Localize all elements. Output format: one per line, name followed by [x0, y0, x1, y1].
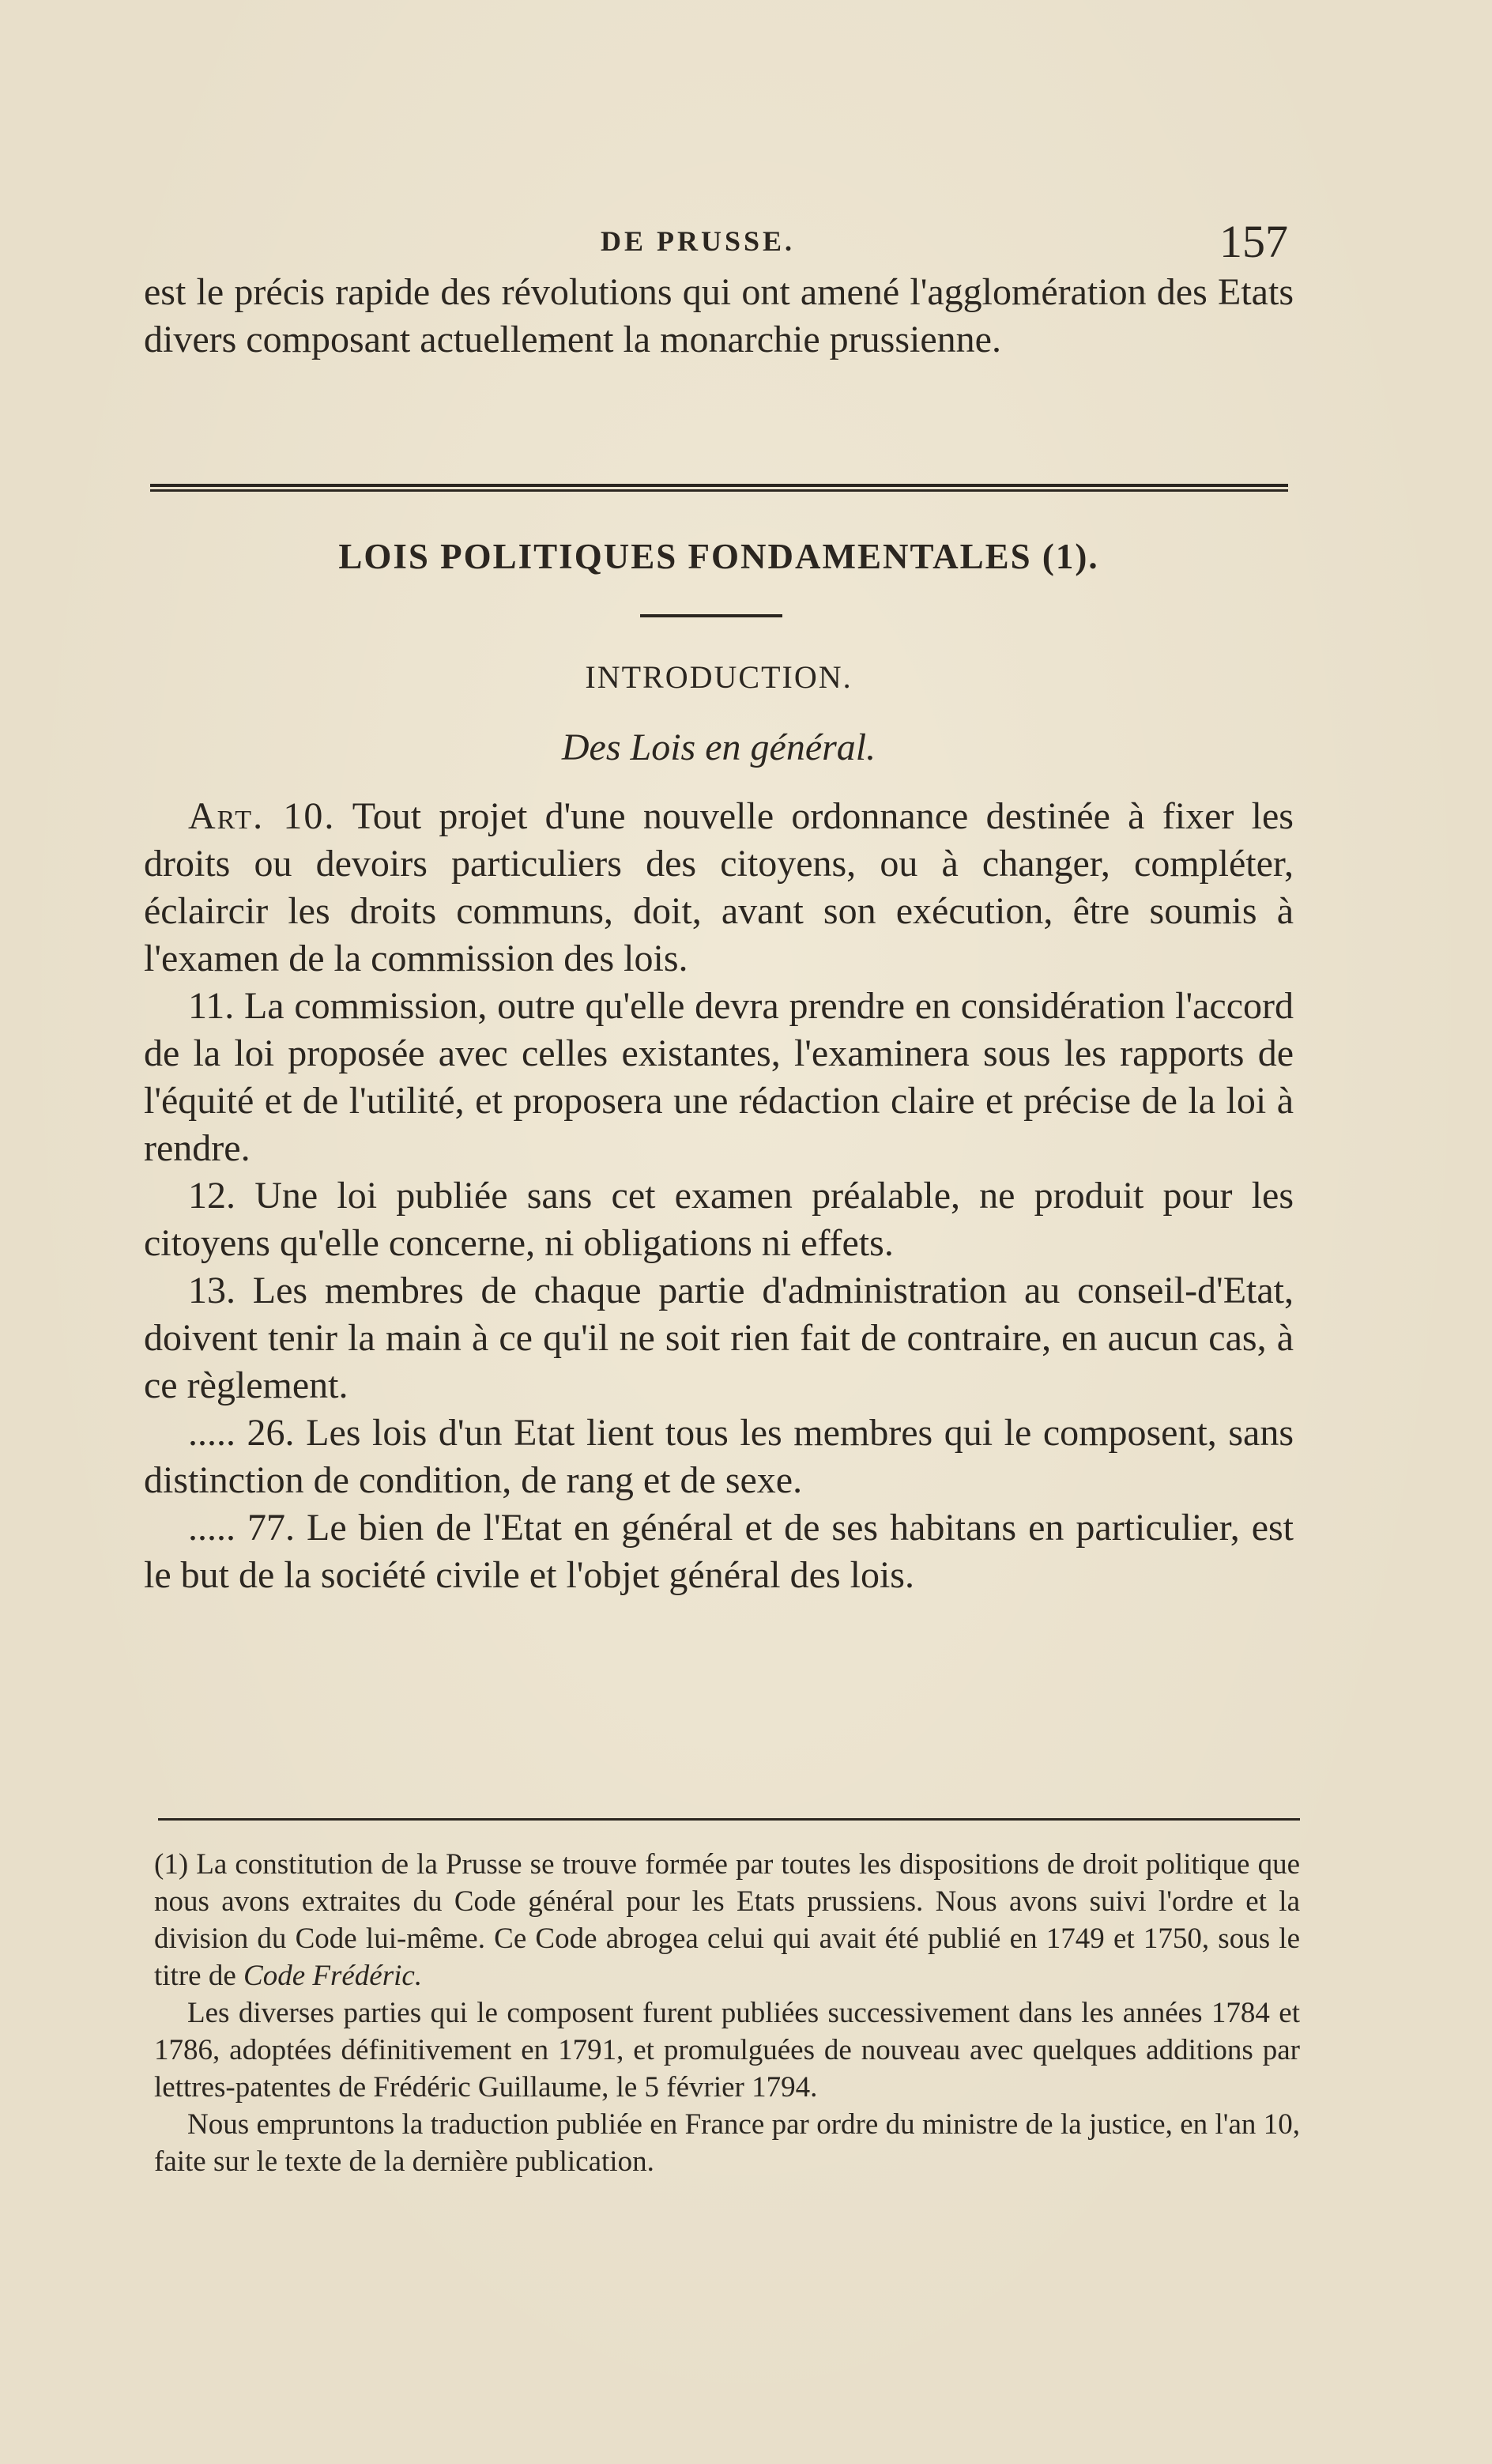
- article-paragraph: [144, 793, 1294, 983]
- article-text: Tout projet d'une nouvelle ordonnance destinée à fixer les droits ou devoirs particuliers des citoyens, ou à changer, compléter, éclaircir les droits communs, doit, avant son exécution, être soumis à l'examen de la commission des lois.: [144, 795, 1294, 979]
- footnote-2: Les diverses parties qui le composent furent publiées successivement dans les années 1784 et 1786, adoptées définitivement en 1791, et promulguées de nouveau avec quelques additions par lettres-patentes de Frédéric Guillaume, le 5 février 1794.: [154, 1997, 1300, 2104]
- subheading-italic: Des Lois en général.: [561, 726, 876, 768]
- page-number: 157: [1219, 216, 1288, 267]
- footnote-1-text: (1) La constitution de la Prusse se trouve formée par toutes les dispositions de droit politique que nous avons extraites du Code général pour les Etats prussiens. Nous avons suivi l'ordre et la division du Code lui-même. Ce Code abrogea celui qui avait été publié en 1749 et 1750, sous le titre de: [154, 1848, 1300, 1992]
- article-paragraph: [144, 1172, 1294, 1267]
- article-number: 12.: [188, 1175, 235, 1217]
- articles-body: [144, 793, 1294, 1599]
- running-head: DE PRUSSE.: [601, 225, 796, 257]
- double-rule-divider: [150, 484, 1288, 492]
- short-rule-divider: [640, 614, 782, 617]
- article-paragraph: [144, 983, 1294, 1172]
- page-header: [142, 216, 1288, 275]
- intro-text: est le précis rapide des révolutions qui ont amené l'agglomération des Etats divers composant actuellement la monarchie prussienne.: [144, 271, 1294, 360]
- intro-paragraph: [144, 269, 1294, 364]
- article-text: Les membres de chaque partie d'administration au conseil-d'Etat, doivent tenir la main à ce qu'il ne soit rien fait de contraire, en aucun cas, à ce règlement.: [144, 1270, 1294, 1406]
- article-text: Une loi publiée sans cet examen préalable, ne produit pour les citoyens qu'elle concerne, ni obligations ni effets.: [144, 1175, 1294, 1264]
- footnotes: [154, 1846, 1300, 2180]
- footnote-1-italic: Code Frédéric.: [243, 1960, 423, 1992]
- article-number: 11.: [188, 985, 235, 1027]
- section-title: LOIS POLITIQUES FONDAMENTALES (1).: [338, 537, 1099, 576]
- article-paragraph: [144, 1504, 1294, 1599]
- article-number: Art. 10.: [188, 795, 336, 837]
- footnote-rule: [158, 1818, 1300, 1821]
- article-number: 13.: [188, 1270, 235, 1311]
- article-text: Le bien de l'Etat en général et de ses habitans en particulier, est le but de la société civile et l'objet général des lois.: [144, 1507, 1294, 1596]
- footnote-1: [154, 1846, 1300, 1994]
- article-text: Les lois d'un Etat lient tous les membres qui le composent, sans distinction de condition, de rang et de sexe.: [144, 1412, 1294, 1501]
- article-text: La commission, outre qu'elle devra prendre en considération l'accord de la loi proposée avec celles existantes, l'examinera sous les rapports de l'équité et de l'utilité, et proposera une rédaction claire et précise de la loi à rendre.: [144, 985, 1294, 1169]
- footnote-3: Nous empruntons la traduction publiée en France par ordre du ministre de la justice, en l'an 10, faite sur le texte de la dernière publication.: [154, 2108, 1300, 2178]
- article-number: ..... 26.: [188, 1412, 295, 1454]
- subheading: INTRODUCTION.: [585, 659, 853, 695]
- article-paragraph: [144, 1409, 1294, 1504]
- article-paragraph: [144, 1267, 1294, 1409]
- article-number: ..... 77.: [188, 1507, 296, 1549]
